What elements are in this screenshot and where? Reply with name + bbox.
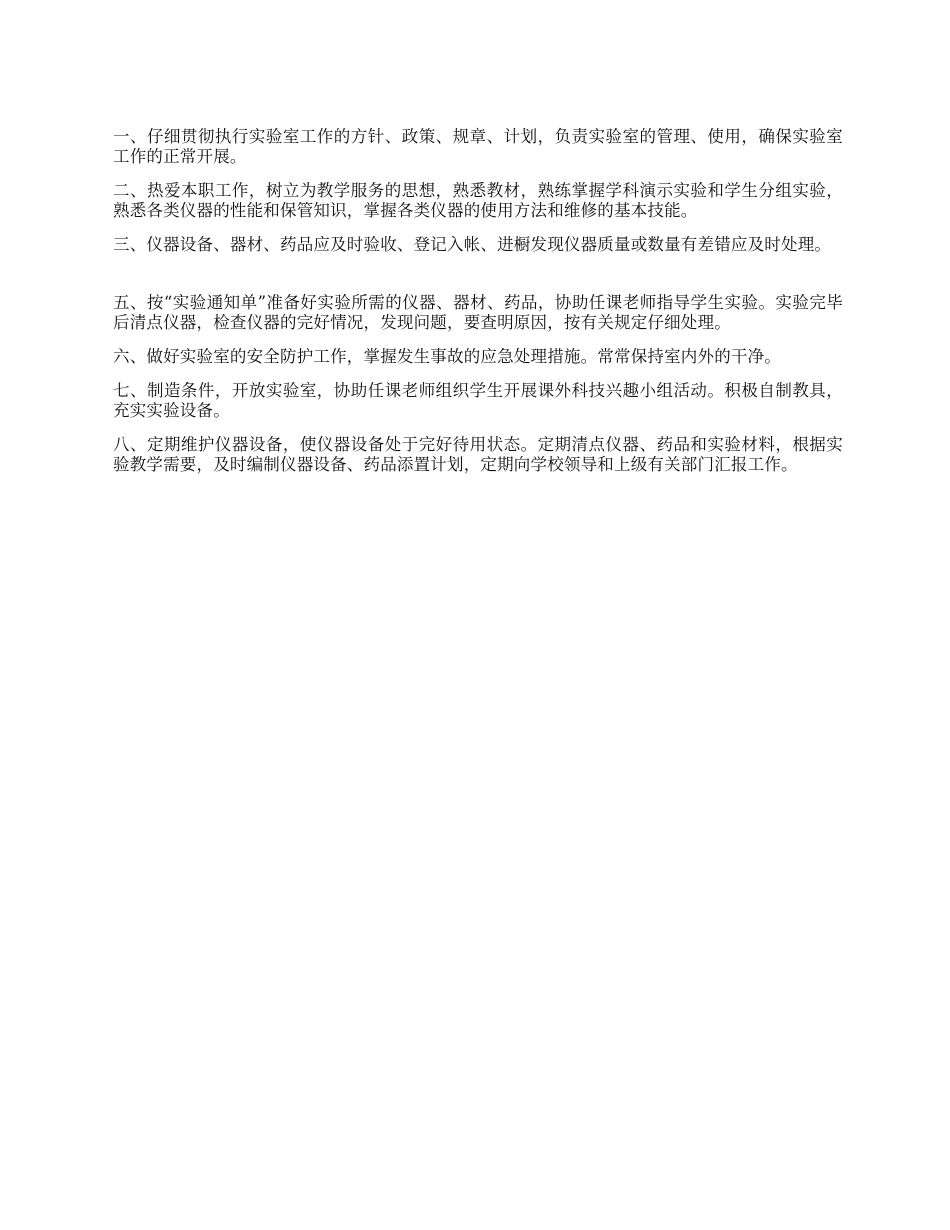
paragraph-1: 一、仔细贯彻执行实验室工作的方针、政策、规章、计划，负责实验室的管理、使用，确保实验室工作的正常开展。 bbox=[113, 127, 843, 166]
paragraph-5: 五、按“实验通知单”准备好实验所需的仪器、器材、药品，协助任课老师指导学生实验。实验完毕后清点仪器，检查仪器的完好情况，发现问题，要查明原因，按有关规定仔细处理。 bbox=[113, 293, 843, 332]
document-body bbox=[113, 127, 843, 489]
paragraph-6: 六、做好实验室的安全防护工作，掌握发生事故的应急处理措施。常常保持室内外的干净。 bbox=[113, 347, 781, 366]
paragraph-8: 八、定期维护仪器设备，使仪器设备处于完好待用状态。定期清点仪器、药品和实验材料，根据实验教学需要，及时编制仪器设备、药品添置计划，定期向学校领导和上级有关部门汇报工作。 bbox=[113, 435, 843, 474]
paragraph-7: 七、制造条件，开放实验室，协助任课老师组织学生开展课外科技兴趣小组活动。积极自制教具，充实实验设备。 bbox=[113, 381, 843, 420]
paragraph-3: 三、仪器设备、器材、药品应及时验收、登记入帐、进橱发现仪器质量或数量有差错应及时处理。 bbox=[113, 235, 832, 254]
paragraph-2: 二、热爱本职工作，树立为教学服务的思想，熟悉教材，熟练掌握学科演示实验和学生分组实验，熟悉各类仪器的性能和保管知识，掌握各类仪器的使用方法和维修的基本技能。 bbox=[113, 181, 843, 220]
